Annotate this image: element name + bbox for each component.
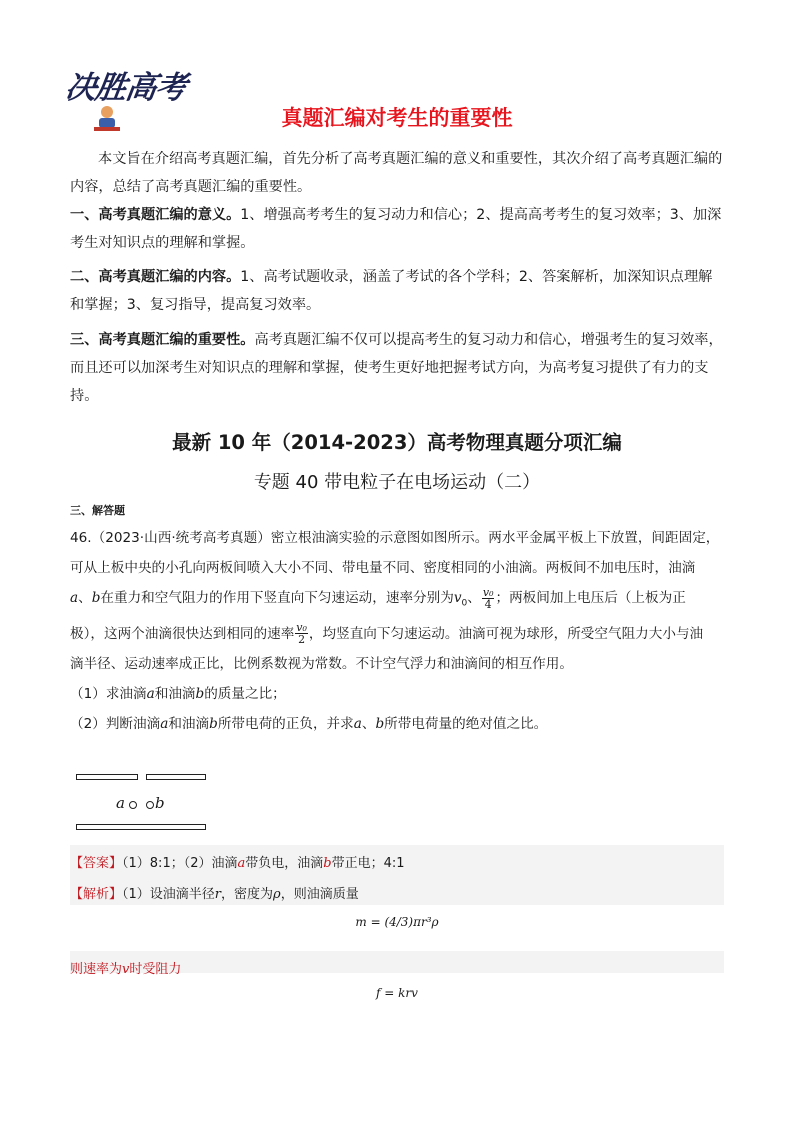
upper-plate-left (76, 774, 138, 780)
text: （2）判断油滴 (70, 715, 161, 732)
text: 在重力和空气阻力的作用下竖直向下匀速运动，速率分别为 (100, 590, 454, 606)
paragraph-importance-body: 高考真题汇编不仅可以提高考生的复习动力和信心，增强考生的复习效率，而且还可以加深考生对知识点的理解和掌握，使考生更好地把握考试方向，为高考复习提供了有力的支持。 (70, 332, 723, 404)
text: ，则油滴质量 (280, 887, 359, 902)
fraction-v0-over-4 (482, 587, 495, 610)
fraction-denominator: 2 (298, 633, 306, 647)
drag-formula: f = krv (376, 986, 418, 1000)
sub-question-1 (70, 679, 726, 709)
answer-line (70, 852, 405, 871)
section-label: 三、解答题 (70, 504, 125, 517)
intro-paragraph: 本文旨在介绍高考真题汇编，首先分析了高考真题汇编的意义和重要性，其次介绍了高考真题汇编的内容，总结了高考真题汇编的重要性。 (70, 151, 723, 195)
text: 带负电，油滴 (245, 856, 324, 871)
text: ；两板间加上电压后（上板为正 (495, 590, 686, 606)
var-v: v (122, 962, 130, 977)
millikan-diagram (74, 772, 214, 834)
question-line-2: 可从上板中央的小孔向两板间喷入大小不同、带电量不同、密度相同的小油滴。两板间不加电压时，油滴 (70, 560, 696, 576)
question-line-4 (70, 619, 726, 649)
question-line-5: 滴半径、运动速率成正比，比例系数视为常数。不计空气浮力和油滴间的相互作用。 (70, 655, 573, 672)
sub-question-2 (70, 709, 726, 739)
topic-heading: 专题 40 带电粒子在电场运动（二） (253, 472, 541, 493)
paragraph-content-body: 1、高考试题收录，涵盖了考试的各个学科；2、答案解析，加深知识点理解和掌握；3、复习指导，提高复习效率。 (70, 269, 713, 313)
var-v0: v (453, 590, 462, 606)
var-r: r (214, 887, 222, 902)
text: （1）8:1；（2）油滴 (122, 856, 238, 871)
var-b: b (375, 715, 385, 732)
compilation-heading: 最新 10 年（2014-2023）高考物理真题分项汇编 (172, 431, 622, 454)
var-b: b (91, 590, 101, 606)
text: ，密度为 (221, 887, 274, 902)
paragraph-meaning (70, 201, 726, 257)
text: ，均竖直向下匀速运动。油滴可视为球形，所受空气阻力大小与油 (308, 625, 704, 642)
var-b: b (209, 715, 218, 732)
droplet-a-icon (129, 801, 137, 809)
text: 所带电荷量的绝对值之比。 (384, 715, 548, 732)
paragraph-meaning-body: 1、增强高考考生的复习动力和信心；2、提高高考考生的复习效率；3、加深考生对知识点的理解和掌握。 (70, 207, 722, 251)
text: 时受阻力 (129, 962, 182, 977)
text: 和油滴 (168, 715, 210, 732)
lower-plate (76, 824, 206, 830)
page-title: 真题汇编对考生的重要性 (281, 106, 513, 130)
subscript: 0 (461, 598, 468, 609)
var-rho: ρ (273, 887, 281, 902)
text: 则速率为 (70, 962, 123, 977)
resistance-line (70, 958, 181, 977)
text: 、 (361, 715, 376, 732)
var-a: a (353, 715, 362, 732)
analysis-tag: 【解析】 (70, 887, 123, 902)
text: 带正电；4:1 (331, 856, 405, 871)
fraction-v0-over-2 (295, 622, 308, 645)
fraction-numerator: v₀ (482, 585, 494, 599)
droplet-a-label: a (116, 794, 125, 812)
mass-formula: m = (4/3)πr³ρ (355, 915, 439, 929)
paragraph-importance-head: 三、高考真题汇编的重要性。 (70, 332, 255, 348)
paragraph-content-head: 二、高考真题汇编的内容。 (70, 269, 241, 285)
text: 极），这两个油滴很快达到相同的速率 (70, 625, 295, 642)
logo-text: 决胜高考 (62, 70, 189, 106)
text: （1）求油滴 (70, 685, 147, 702)
text: 、 (467, 590, 481, 606)
question-46 (70, 523, 726, 739)
fraction-numerator: v₀ (296, 621, 307, 635)
text: 、 (78, 590, 92, 606)
analysis-line (70, 883, 359, 902)
fraction-denominator: 4 (484, 597, 492, 611)
var-a: a (70, 590, 79, 606)
var-a: a (146, 685, 155, 702)
question-line-1: 46.（2023·山西·统考高考真题）密立根油滴实验的示意图如图所示。两水平金属平板上下放置，间距固定， (70, 530, 720, 546)
text: （1）设油滴半径 (122, 887, 215, 902)
droplet-b-icon (146, 801, 154, 809)
paragraph-content (70, 263, 726, 319)
question-line-3 (70, 583, 726, 619)
var-a: a (237, 856, 246, 871)
text: 和油滴 (154, 685, 196, 702)
paragraph-meaning-head: 一、高考真题汇编的意义。 (70, 207, 241, 223)
droplet-b-label: b (155, 794, 165, 812)
upper-plate-right (146, 774, 206, 780)
var-b: b (323, 856, 332, 871)
var-b: b (195, 685, 205, 702)
text: 所带电荷的正负，并求 (217, 715, 354, 732)
text: 的质量之比； (204, 685, 286, 702)
answer-tag: 【答案】 (70, 856, 123, 871)
var-a: a (160, 715, 169, 732)
paragraph-importance (70, 326, 726, 410)
